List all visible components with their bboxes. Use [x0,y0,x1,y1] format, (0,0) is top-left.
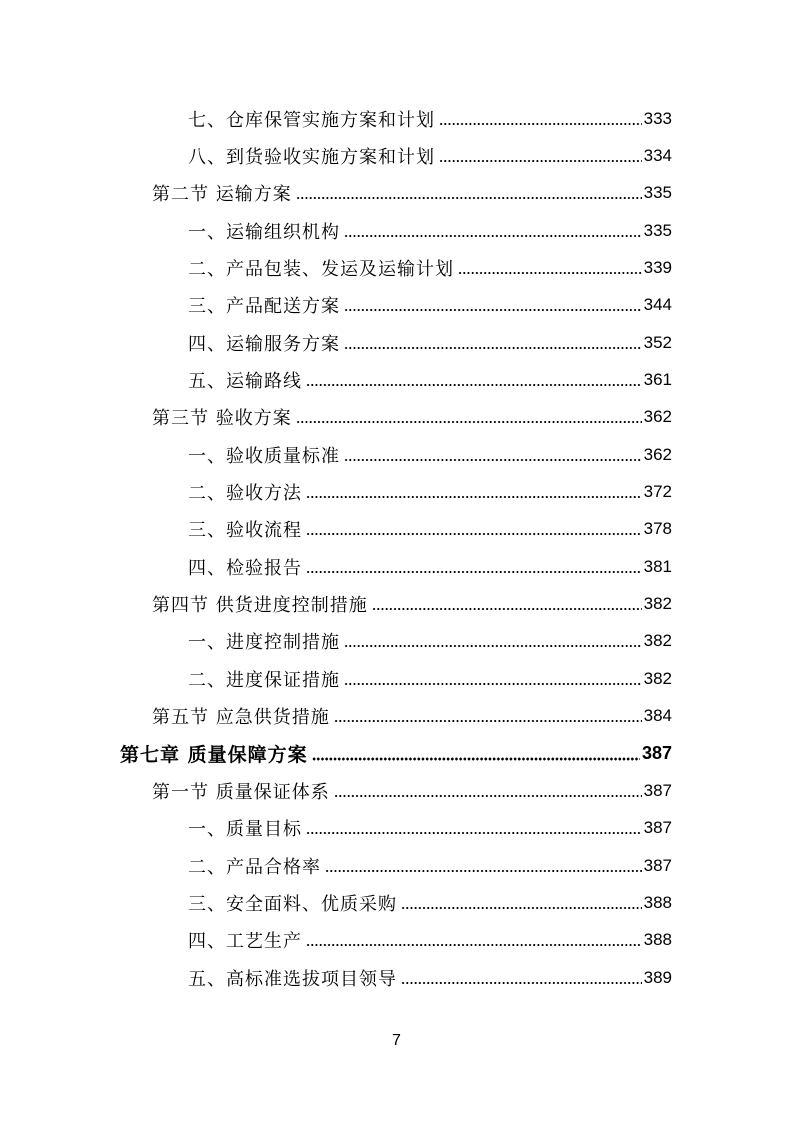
toc-entry-title: 第四节 供货进度控制措施 [152,595,368,617]
toc-entry-title: 第一节 质量保证体系 [152,781,330,803]
toc-entry-section[interactable] [0,175,793,212]
toc-entry-title: 二、产品包装、发运及运输计划 [188,259,454,281]
toc-entry-page: 387 [643,855,672,875]
toc-entry-page: 335 [643,220,672,240]
toc-entry-title: 第七章 质量保障方案 [120,744,308,767]
toc-entry-page: 372 [643,482,672,502]
toc-entry-title: 四、工艺生产 [188,931,302,953]
toc-entry-page: 387 [641,743,672,764]
toc-entry-item[interactable] [0,100,793,137]
toc-entry-item[interactable] [0,361,793,398]
dot-leader [296,196,642,200]
toc-entry-item[interactable] [0,922,793,959]
toc-entry-title: 三、验收流程 [188,520,302,542]
toc-entry-section[interactable] [0,698,793,735]
toc-entry-page: 334 [643,146,672,166]
toc-entry-item[interactable] [0,959,793,996]
toc-entry-item[interactable] [0,249,793,286]
dot-leader [306,570,642,574]
toc-entry-item[interactable] [0,287,793,324]
toc-entry-page: 384 [643,706,672,726]
toc-entry-chapter[interactable] [0,735,793,772]
toc-entry-page: 362 [643,407,672,427]
toc-entry-title: 五、高标准选拔项目领导 [188,968,397,990]
dot-leader [306,495,642,499]
toc-entry-item[interactable] [0,324,793,361]
toc-entry-item[interactable] [0,660,793,697]
toc-entry-page: 344 [643,295,672,315]
toc-entry-page: 387 [643,818,672,838]
toc-entry-page: 387 [643,780,672,800]
dot-leader [344,308,642,312]
toc-entry-title: 第五节 应急供货措施 [152,707,330,729]
dot-leader [458,271,642,275]
toc-entry-title: 一、进度控制措施 [188,632,340,654]
toc-entry-title: 第三节 验收方案 [152,408,292,430]
dot-leader [306,831,642,835]
toc-entry-page: 352 [643,332,672,352]
toc-entry-title: 三、产品配送方案 [188,296,340,318]
toc-entry-title: 一、质量目标 [188,819,302,841]
toc-entry-item[interactable] [0,884,793,921]
toc-entry-title: 二、验收方法 [188,483,302,505]
toc-entry-item[interactable] [0,212,793,249]
toc-entry-item[interactable] [0,473,793,510]
table-of-contents [0,100,793,996]
dot-leader [334,794,642,798]
toc-entry-item[interactable] [0,137,793,174]
toc-entry-page: 388 [643,930,672,950]
toc-entry-page: 382 [643,668,672,688]
dot-leader [296,420,642,424]
toc-entry-section[interactable] [0,772,793,809]
dot-leader [344,234,642,238]
toc-entry-title: 一、运输组织机构 [188,221,340,243]
toc-entry-title: 三、安全面料、优质采购 [188,893,397,915]
toc-entry-page: 333 [643,108,672,128]
toc-entry-page: 382 [643,594,672,614]
toc-entry-page: 388 [643,892,672,912]
dot-leader [401,906,642,910]
toc-entry-item[interactable] [0,511,793,548]
toc-entry-item[interactable] [0,810,793,847]
toc-entry-page: 339 [643,258,672,278]
toc-entry-item[interactable] [0,548,793,585]
toc-entry-title: 一、验收质量标准 [188,445,340,467]
toc-entry-title: 八、到货验收实施方案和计划 [188,147,435,169]
toc-entry-title: 七、仓库保管实施方案和计划 [188,109,435,131]
toc-entry-page: 389 [643,967,672,987]
page-number: 7 [392,1032,401,1049]
dot-leader [439,122,642,126]
dot-leader [344,346,642,350]
toc-entry-title: 四、检验报告 [188,557,302,579]
dot-leader [325,869,642,873]
toc-entry-page: 381 [643,556,672,576]
toc-entry-section[interactable] [0,585,793,622]
toc-entry-section[interactable] [0,399,793,436]
dot-leader [306,383,642,387]
toc-entry-item[interactable] [0,847,793,884]
toc-entry-page: 361 [643,370,672,390]
toc-entry-title: 四、运输服务方案 [188,333,340,355]
dot-leader [312,757,640,761]
dot-leader [344,458,642,462]
toc-entry-item[interactable] [0,623,793,660]
toc-entry-page: 335 [643,183,672,203]
dot-leader [306,532,642,536]
dot-leader [344,644,642,648]
dot-leader [344,682,642,686]
toc-entry-page: 362 [643,444,672,464]
toc-entry-page: 378 [643,519,672,539]
dot-leader [401,981,642,985]
toc-entry-title: 五、运输路线 [188,371,302,393]
dot-leader [439,159,642,163]
dot-leader [372,607,642,611]
toc-entry-title: 二、进度保证措施 [188,669,340,691]
toc-entry-title: 二、产品合格率 [188,856,321,878]
toc-entry-page: 382 [643,631,672,651]
toc-entry-item[interactable] [0,436,793,473]
dot-leader [334,719,642,723]
toc-entry-title: 第二节 运输方案 [152,184,292,206]
dot-leader [306,943,642,947]
